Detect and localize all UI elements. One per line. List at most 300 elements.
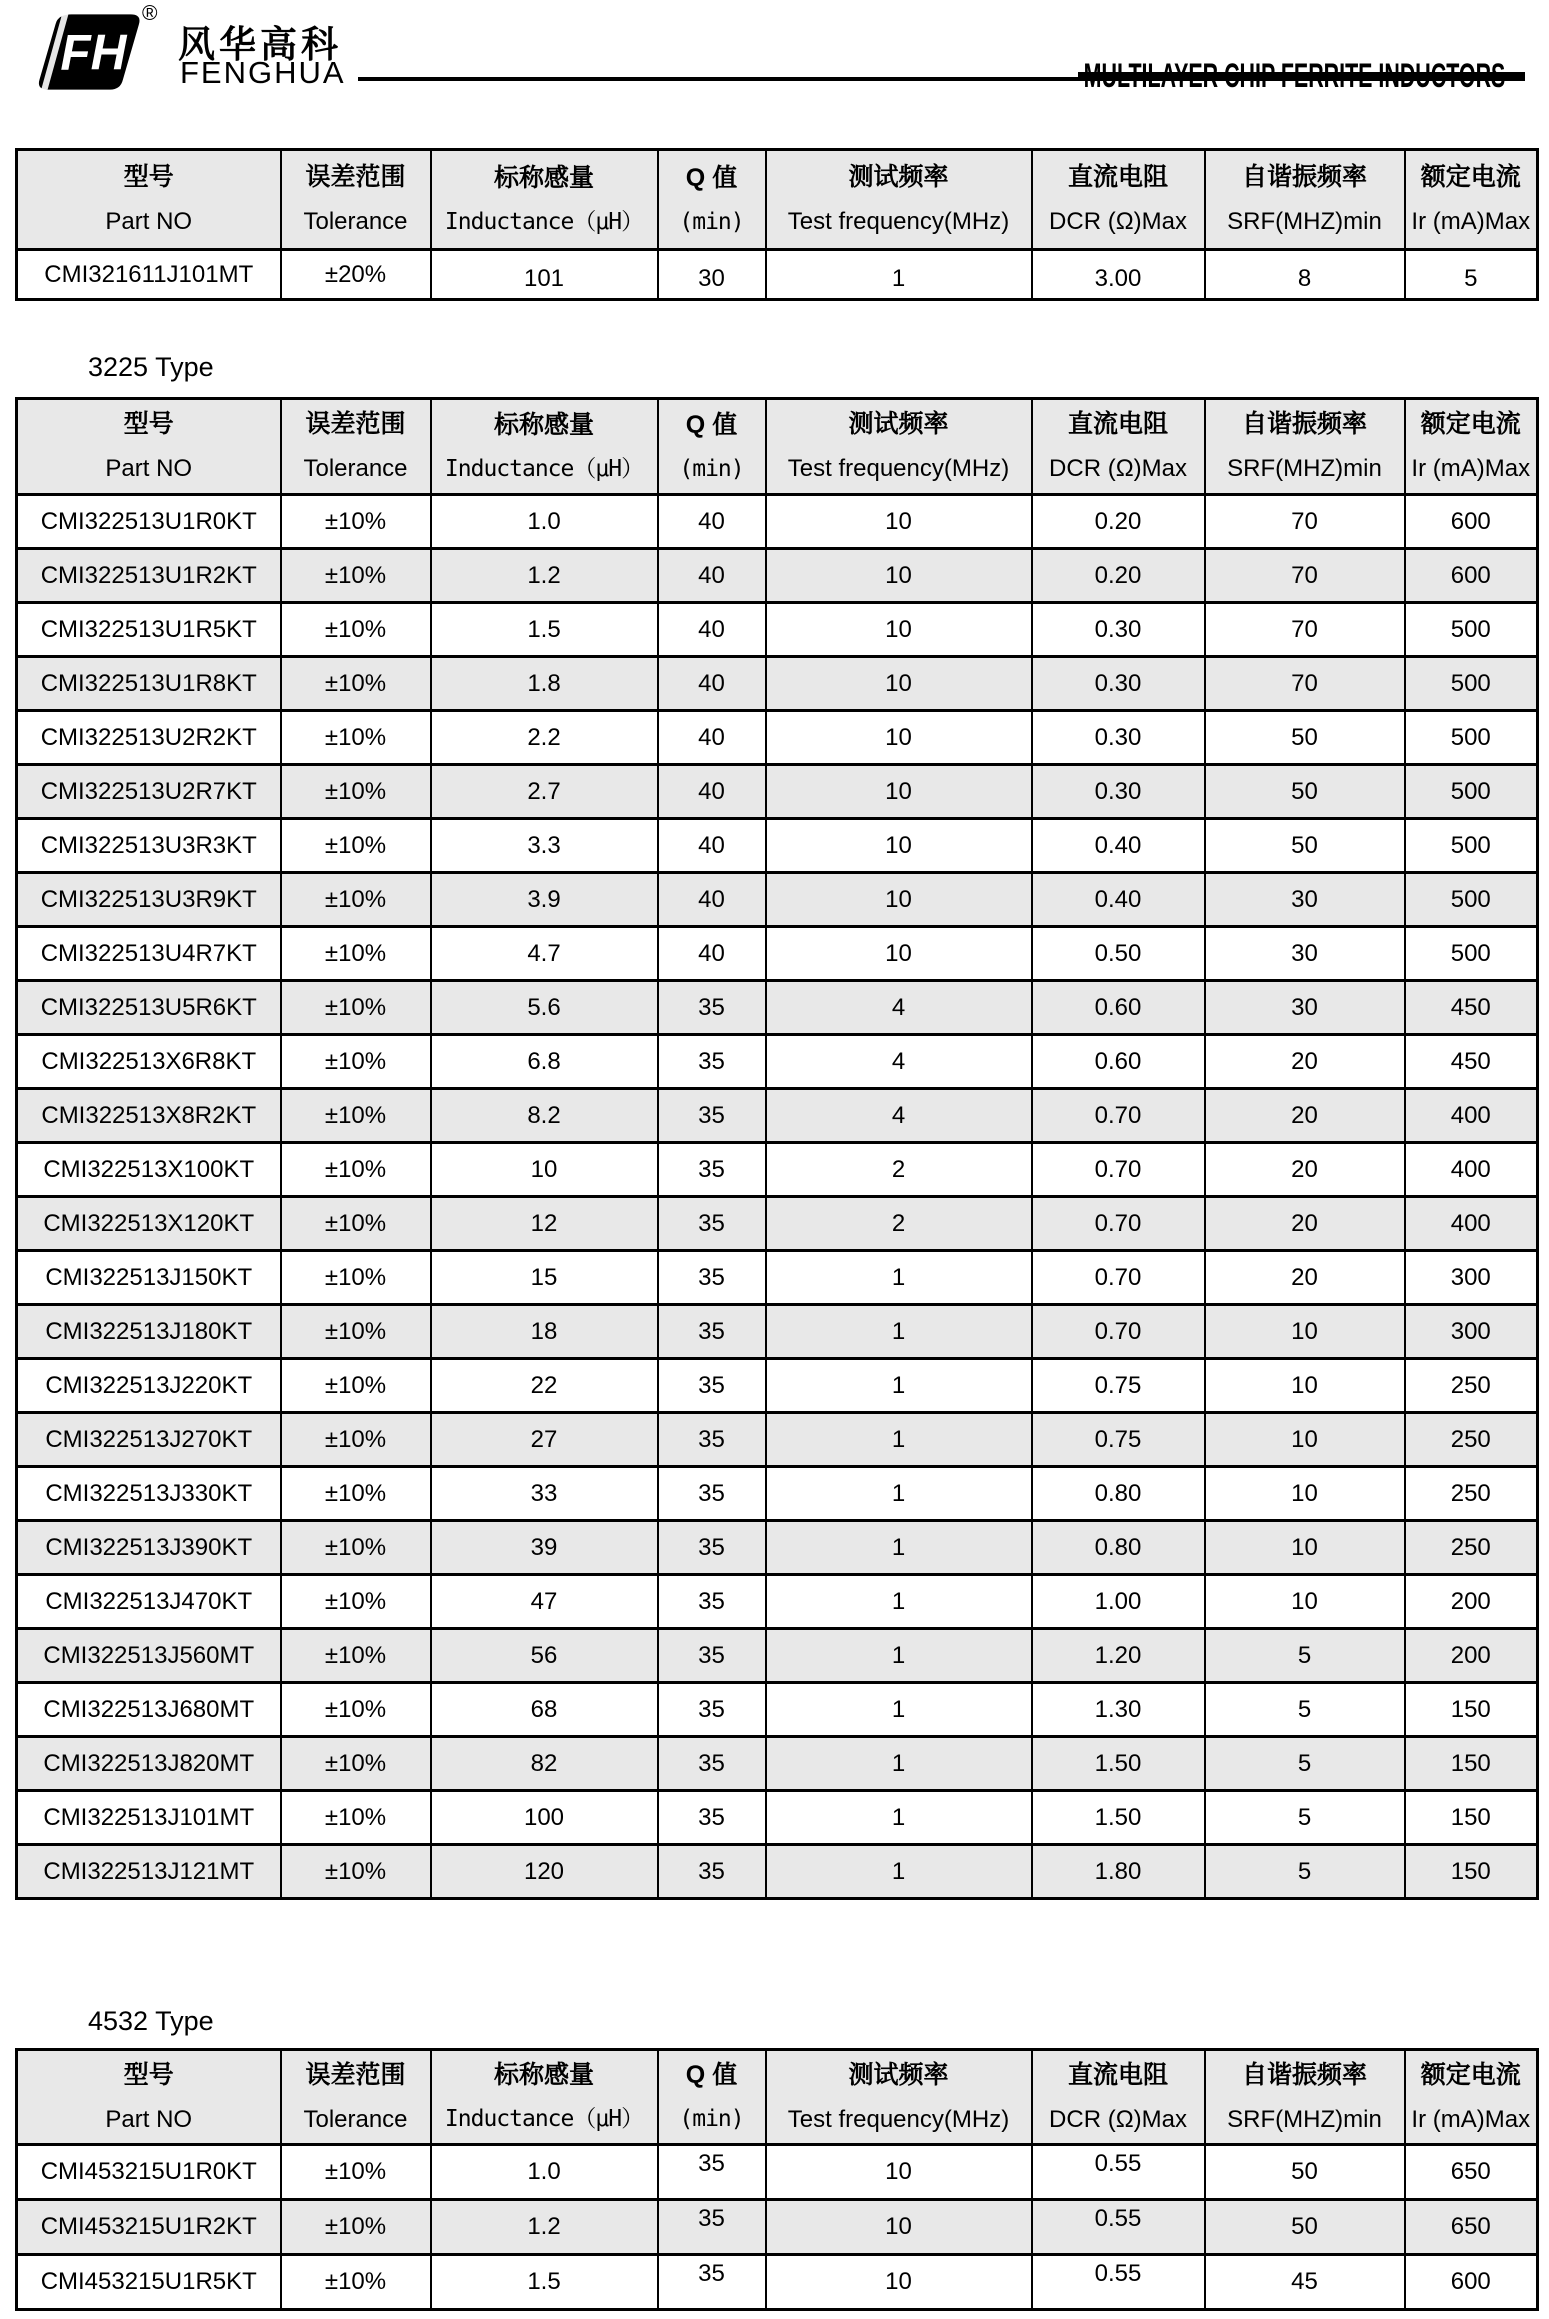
- svg-text:FH: FH: [60, 24, 127, 81]
- table-row: [17, 1683, 1538, 1737]
- column-header-0: 型号 Part NO: [17, 399, 281, 495]
- value-cell: 35: [658, 1575, 766, 1629]
- table-row: [17, 819, 1538, 873]
- value-cell: 10: [766, 2200, 1032, 2255]
- value-cell: 20: [1205, 1251, 1405, 1305]
- value-cell: 400: [1405, 1143, 1538, 1197]
- value-cell: 250: [1405, 1521, 1538, 1575]
- value-cell: 500: [1405, 819, 1538, 873]
- value-cell: 200: [1405, 1629, 1538, 1683]
- part-no-cell: CMI453215U1R5KT: [17, 2255, 281, 2310]
- value-cell: 5: [1405, 250, 1538, 300]
- column-header-3: Q 值 (min): [658, 150, 766, 250]
- value-cell: ±10%: [281, 1251, 431, 1305]
- value-cell: 35: [658, 1683, 766, 1737]
- table-row: [17, 1467, 1538, 1521]
- value-cell: 50: [1205, 711, 1405, 765]
- value-cell: 8: [1205, 250, 1405, 300]
- value-cell: 35: [658, 1197, 766, 1251]
- value-cell: 6.8: [431, 1035, 658, 1089]
- value-cell: ±10%: [281, 927, 431, 981]
- value-cell: 27: [431, 1413, 658, 1467]
- value-cell: 10: [1205, 1305, 1405, 1359]
- value-cell: 70: [1205, 657, 1405, 711]
- value-cell: 450: [1405, 1035, 1538, 1089]
- value-cell: ±10%: [281, 1467, 431, 1521]
- value-cell: 39: [431, 1521, 658, 1575]
- value-cell: 1: [766, 1305, 1032, 1359]
- value-cell: 250: [1405, 1359, 1538, 1413]
- value-cell: 50: [1205, 819, 1405, 873]
- part-no-cell: CMI322513J330KT: [17, 1467, 281, 1521]
- value-cell: 0.30: [1032, 711, 1205, 765]
- value-cell: 250: [1405, 1413, 1538, 1467]
- value-cell: 150: [1405, 1683, 1538, 1737]
- table-row: [17, 603, 1538, 657]
- value-cell: 0.70: [1032, 1089, 1205, 1143]
- value-cell: 40: [658, 657, 766, 711]
- value-cell: 1.00: [1032, 1575, 1205, 1629]
- table-4532: [15, 2048, 1539, 2311]
- value-cell: ±10%: [281, 1575, 431, 1629]
- part-no-cell: CMI322513X6R8KT: [17, 1035, 281, 1089]
- part-no-cell: CMI322513J121MT: [17, 1845, 281, 1899]
- value-cell: 10: [766, 711, 1032, 765]
- value-cell: 1.0: [431, 495, 658, 549]
- table-row: [17, 927, 1538, 981]
- value-cell: 1: [766, 1845, 1032, 1899]
- part-no-cell: CMI322513J270KT: [17, 1413, 281, 1467]
- value-cell: 10: [1205, 1467, 1405, 1521]
- value-cell: 10: [766, 2145, 1032, 2200]
- value-cell: 1: [766, 1737, 1032, 1791]
- value-cell: 250: [1405, 1467, 1538, 1521]
- value-cell: 18: [431, 1305, 658, 1359]
- value-cell: 2: [766, 1143, 1032, 1197]
- value-cell: ±10%: [281, 711, 431, 765]
- value-cell: 20: [1205, 1197, 1405, 1251]
- value-cell: 50: [1205, 2200, 1405, 2255]
- part-no-cell: CMI322513J820MT: [17, 1737, 281, 1791]
- value-cell: 35: [658, 1629, 766, 1683]
- value-cell: 20: [1205, 1035, 1405, 1089]
- value-cell: 30: [658, 250, 766, 300]
- value-cell: 35: [658, 2200, 766, 2255]
- table-row: [17, 495, 1538, 549]
- value-cell: 500: [1405, 927, 1538, 981]
- column-header-2: 标称感量 Inductance（μH）: [431, 150, 658, 250]
- value-cell: 70: [1205, 603, 1405, 657]
- value-cell: 35: [658, 1305, 766, 1359]
- part-no-cell: CMI322513U3R9KT: [17, 873, 281, 927]
- part-no-cell: CMI322513J150KT: [17, 1251, 281, 1305]
- table-row: [17, 765, 1538, 819]
- value-cell: 1: [766, 1521, 1032, 1575]
- column-header-1: 误差范围 Tolerance: [281, 399, 431, 495]
- part-no-cell: CMI453215U1R2KT: [17, 2200, 281, 2255]
- value-cell: 4: [766, 1089, 1032, 1143]
- value-cell: 1.8: [431, 657, 658, 711]
- value-cell: 3.00: [1032, 250, 1205, 300]
- value-cell: 15: [431, 1251, 658, 1305]
- part-no-cell: CMI322513J180KT: [17, 1305, 281, 1359]
- value-cell: 300: [1405, 1305, 1538, 1359]
- value-cell: ±10%: [281, 2255, 431, 2310]
- column-header-6: 自谐振频率 SRF(MHZ)min: [1205, 399, 1405, 495]
- table-3216: [15, 148, 1539, 301]
- value-cell: 2: [766, 1197, 1032, 1251]
- part-no-cell: CMI322513U3R3KT: [17, 819, 281, 873]
- value-cell: 10: [1205, 1521, 1405, 1575]
- value-cell: 82: [431, 1737, 658, 1791]
- part-no-cell: CMI322513U1R2KT: [17, 549, 281, 603]
- column-header-4: 测试频率 Test frequency(MHz): [766, 2050, 1032, 2145]
- column-header-1: 误差范围 Tolerance: [281, 2050, 431, 2145]
- value-cell: 0.75: [1032, 1359, 1205, 1413]
- value-cell: 2.7: [431, 765, 658, 819]
- table-row: [17, 250, 1538, 300]
- value-cell: 0.80: [1032, 1521, 1205, 1575]
- section-label-4532-type: 4532 Type: [88, 2006, 214, 2036]
- value-cell: 35: [658, 1359, 766, 1413]
- value-cell: 400: [1405, 1197, 1538, 1251]
- value-cell: 10: [766, 495, 1032, 549]
- column-header-5: 直流电阻 DCR (Ω)Max: [1032, 150, 1205, 250]
- column-header-2: 标称感量 Inductance（μH）: [431, 399, 658, 495]
- value-cell: 0.70: [1032, 1143, 1205, 1197]
- value-cell: 500: [1405, 765, 1538, 819]
- part-no-cell: CMI322513U2R2KT: [17, 711, 281, 765]
- value-cell: 1.0: [431, 2145, 658, 2200]
- value-cell: 10: [766, 657, 1032, 711]
- value-cell: 0.30: [1032, 603, 1205, 657]
- column-header-1: 误差范围 Tolerance: [281, 150, 431, 250]
- value-cell: 70: [1205, 495, 1405, 549]
- value-cell: 0.70: [1032, 1305, 1205, 1359]
- value-cell: ±10%: [281, 1197, 431, 1251]
- value-cell: 40: [658, 549, 766, 603]
- value-cell: 35: [658, 1143, 766, 1197]
- value-cell: 600: [1405, 549, 1538, 603]
- part-no-cell: CMI322513U1R5KT: [17, 603, 281, 657]
- table-row: [17, 1845, 1538, 1899]
- value-cell: 0.20: [1032, 495, 1205, 549]
- value-cell: 0.30: [1032, 765, 1205, 819]
- value-cell: 500: [1405, 657, 1538, 711]
- value-cell: 0.80: [1032, 1467, 1205, 1521]
- value-cell: 1: [766, 1251, 1032, 1305]
- part-no-cell: CMI322513J101MT: [17, 1791, 281, 1845]
- column-header-0: 型号 Part NO: [17, 2050, 281, 2145]
- value-cell: 0.55: [1032, 2255, 1205, 2310]
- value-cell: ±10%: [281, 1791, 431, 1845]
- value-cell: 5.6: [431, 981, 658, 1035]
- fenghua-logo-icon: [38, 12, 142, 97]
- value-cell: 120: [431, 1845, 658, 1899]
- value-cell: 3.9: [431, 873, 658, 927]
- value-cell: ±10%: [281, 1413, 431, 1467]
- table-row: [17, 2145, 1538, 2200]
- value-cell: 10: [1205, 1413, 1405, 1467]
- value-cell: 50: [1205, 765, 1405, 819]
- value-cell: 0.70: [1032, 1197, 1205, 1251]
- value-cell: 33: [431, 1467, 658, 1521]
- table-row: [17, 981, 1538, 1035]
- column-header-6: 自谐振频率 SRF(MHZ)min: [1205, 150, 1405, 250]
- value-cell: 650: [1405, 2200, 1538, 2255]
- value-cell: 1.5: [431, 603, 658, 657]
- column-header-7: 额定电流 Ir (mA)Max: [1405, 150, 1538, 250]
- value-cell: 1: [766, 1467, 1032, 1521]
- value-cell: 1: [766, 250, 1032, 300]
- value-cell: 500: [1405, 711, 1538, 765]
- value-cell: 0.75: [1032, 1413, 1205, 1467]
- part-no-cell: CMI322513U5R6KT: [17, 981, 281, 1035]
- value-cell: 1.2: [431, 2200, 658, 2255]
- value-cell: ±10%: [281, 1845, 431, 1899]
- value-cell: 0.55: [1032, 2200, 1205, 2255]
- value-cell: 1.50: [1032, 1737, 1205, 1791]
- part-no-cell: CMI322513U4R7KT: [17, 927, 281, 981]
- value-cell: 10: [766, 927, 1032, 981]
- part-no-cell: CMI322513U2R7KT: [17, 765, 281, 819]
- value-cell: 10: [1205, 1575, 1405, 1629]
- value-cell: 35: [658, 1737, 766, 1791]
- value-cell: 4: [766, 981, 1032, 1035]
- value-cell: 10: [1205, 1359, 1405, 1413]
- value-cell: 10: [431, 1143, 658, 1197]
- value-cell: 20: [1205, 1143, 1405, 1197]
- value-cell: 40: [658, 927, 766, 981]
- value-cell: 40: [658, 765, 766, 819]
- value-cell: 1.5: [431, 2255, 658, 2310]
- value-cell: ±10%: [281, 2200, 431, 2255]
- table-3225: [15, 397, 1539, 1900]
- value-cell: 300: [1405, 1251, 1538, 1305]
- value-cell: 35: [658, 981, 766, 1035]
- value-cell: 1: [766, 1413, 1032, 1467]
- table-row: [17, 2255, 1538, 2310]
- part-no-cell: CMI322513X120KT: [17, 1197, 281, 1251]
- value-cell: ±10%: [281, 1305, 431, 1359]
- value-cell: 35: [658, 1845, 766, 1899]
- column-header-4: 测试频率 Test frequency(MHz): [766, 150, 1032, 250]
- value-cell: 35: [658, 2145, 766, 2200]
- value-cell: 0.40: [1032, 819, 1205, 873]
- header-row: [17, 399, 1538, 495]
- value-cell: ±10%: [281, 1737, 431, 1791]
- value-cell: 40: [658, 873, 766, 927]
- brand-name-english: FENGHUA: [180, 55, 346, 90]
- value-cell: 500: [1405, 603, 1538, 657]
- part-no-cell: CMI322513J390KT: [17, 1521, 281, 1575]
- value-cell: 0.40: [1032, 873, 1205, 927]
- value-cell: ±10%: [281, 981, 431, 1035]
- value-cell: 400: [1405, 1089, 1538, 1143]
- part-no-cell: CMI322513U1R8KT: [17, 657, 281, 711]
- value-cell: 5: [1205, 1683, 1405, 1737]
- value-cell: 1: [766, 1683, 1032, 1737]
- table-row: [17, 1251, 1538, 1305]
- value-cell: ±10%: [281, 495, 431, 549]
- value-cell: 30: [1205, 873, 1405, 927]
- value-cell: 10: [766, 873, 1032, 927]
- value-cell: 50: [1205, 2145, 1405, 2200]
- part-no-cell: CMI322513J220KT: [17, 1359, 281, 1413]
- header-rule-thin: [358, 77, 1078, 81]
- table-row: [17, 2200, 1538, 2255]
- part-no-cell: CMI322513J470KT: [17, 1575, 281, 1629]
- value-cell: 5: [1205, 1791, 1405, 1845]
- value-cell: ±10%: [281, 819, 431, 873]
- table-row: [17, 1035, 1538, 1089]
- value-cell: 30: [1205, 927, 1405, 981]
- value-cell: 650: [1405, 2145, 1538, 2200]
- value-cell: 22: [431, 1359, 658, 1413]
- value-cell: 200: [1405, 1575, 1538, 1629]
- value-cell: ±10%: [281, 1143, 431, 1197]
- value-cell: 3.3: [431, 819, 658, 873]
- column-header-3: Q 值 (min): [658, 399, 766, 495]
- column-header-4: 测试频率 Test frequency(MHz): [766, 399, 1032, 495]
- table-row: [17, 1575, 1538, 1629]
- value-cell: 68: [431, 1683, 658, 1737]
- value-cell: 35: [658, 1251, 766, 1305]
- value-cell: 70: [1205, 549, 1405, 603]
- part-no-cell: CMI322513J680MT: [17, 1683, 281, 1737]
- header-row: [17, 150, 1538, 250]
- column-header-2: 标称感量 Inductance（μH）: [431, 2050, 658, 2145]
- value-cell: ±10%: [281, 1359, 431, 1413]
- column-header-6: 自谐振频率 SRF(MHZ)min: [1205, 2050, 1405, 2145]
- part-no-cell: CMI321611J101MT: [17, 250, 281, 300]
- value-cell: 45: [1205, 2255, 1405, 2310]
- table-row: [17, 657, 1538, 711]
- value-cell: 1: [766, 1629, 1032, 1683]
- table-row: [17, 1629, 1538, 1683]
- value-cell: 40: [658, 819, 766, 873]
- value-cell: 0.50: [1032, 927, 1205, 981]
- part-no-cell: CMI453215U1R0KT: [17, 2145, 281, 2200]
- value-cell: 4.7: [431, 927, 658, 981]
- value-cell: 35: [658, 2255, 766, 2310]
- value-cell: 47: [431, 1575, 658, 1629]
- value-cell: 2.2: [431, 711, 658, 765]
- table-row: [17, 1413, 1538, 1467]
- value-cell: ±10%: [281, 1089, 431, 1143]
- brand-name-chinese: 风华高科: [178, 24, 342, 65]
- value-cell: 101: [431, 250, 658, 300]
- part-no-cell: CMI322513X8R2KT: [17, 1089, 281, 1143]
- value-cell: 500: [1405, 873, 1538, 927]
- header-rule-thick: [1078, 72, 1525, 81]
- value-cell: 1.50: [1032, 1791, 1205, 1845]
- value-cell: 35: [658, 1467, 766, 1521]
- value-cell: 10: [766, 765, 1032, 819]
- value-cell: 1.30: [1032, 1683, 1205, 1737]
- value-cell: 150: [1405, 1737, 1538, 1791]
- value-cell: 100: [431, 1791, 658, 1845]
- value-cell: 40: [658, 603, 766, 657]
- value-cell: ±10%: [281, 549, 431, 603]
- part-no-cell: CMI322513U1R0KT: [17, 495, 281, 549]
- value-cell: ±10%: [281, 765, 431, 819]
- value-cell: 1.20: [1032, 1629, 1205, 1683]
- value-cell: 150: [1405, 1791, 1538, 1845]
- value-cell: 10: [766, 819, 1032, 873]
- value-cell: 35: [658, 1413, 766, 1467]
- column-header-0: 型号 Part NO: [17, 150, 281, 250]
- table-row: [17, 711, 1538, 765]
- value-cell: 1: [766, 1791, 1032, 1845]
- part-no-cell: CMI322513X100KT: [17, 1143, 281, 1197]
- value-cell: 0.60: [1032, 981, 1205, 1035]
- value-cell: ±10%: [281, 2145, 431, 2200]
- table-row: [17, 1143, 1538, 1197]
- value-cell: 1.2: [431, 549, 658, 603]
- value-cell: 600: [1405, 495, 1538, 549]
- value-cell: ±10%: [281, 657, 431, 711]
- table-row: [17, 1197, 1538, 1251]
- value-cell: 12: [431, 1197, 658, 1251]
- table-row: [17, 873, 1538, 927]
- table-row: [17, 1359, 1538, 1413]
- value-cell: 8.2: [431, 1089, 658, 1143]
- value-cell: 0.70: [1032, 1251, 1205, 1305]
- column-header-5: 直流电阻 DCR (Ω)Max: [1032, 2050, 1205, 2145]
- value-cell: ±10%: [281, 1521, 431, 1575]
- value-cell: 40: [658, 495, 766, 549]
- value-cell: 35: [658, 1035, 766, 1089]
- value-cell: ±20%: [281, 250, 431, 300]
- value-cell: 150: [1405, 1845, 1538, 1899]
- value-cell: ±10%: [281, 873, 431, 927]
- value-cell: 35: [658, 1791, 766, 1845]
- value-cell: 0.20: [1032, 549, 1205, 603]
- value-cell: 5: [1205, 1737, 1405, 1791]
- column-header-3: Q 值 (min): [658, 2050, 766, 2145]
- value-cell: 10: [766, 2255, 1032, 2310]
- value-cell: ±10%: [281, 1035, 431, 1089]
- value-cell: ±10%: [281, 603, 431, 657]
- table-row: [17, 1305, 1538, 1359]
- value-cell: 0.30: [1032, 657, 1205, 711]
- value-cell: 1: [766, 1359, 1032, 1413]
- value-cell: 0.55: [1032, 2145, 1205, 2200]
- value-cell: ±10%: [281, 1629, 431, 1683]
- value-cell: 20: [1205, 1089, 1405, 1143]
- value-cell: 35: [658, 1521, 766, 1575]
- value-cell: ±10%: [281, 1683, 431, 1737]
- registered-trademark-icon: ®: [142, 2, 158, 25]
- table-row: [17, 549, 1538, 603]
- value-cell: 0.60: [1032, 1035, 1205, 1089]
- table-row: [17, 1521, 1538, 1575]
- column-header-7: 额定电流 Ir (mA)Max: [1405, 2050, 1538, 2145]
- value-cell: 450: [1405, 981, 1538, 1035]
- value-cell: 30: [1205, 981, 1405, 1035]
- value-cell: 600: [1405, 2255, 1538, 2310]
- value-cell: 40: [658, 711, 766, 765]
- value-cell: 35: [658, 1089, 766, 1143]
- value-cell: 56: [431, 1629, 658, 1683]
- table-row: [17, 1737, 1538, 1791]
- column-header-7: 额定电流 Ir (mA)Max: [1405, 399, 1538, 495]
- value-cell: 1: [766, 1575, 1032, 1629]
- section-label-3225-type: 3225 Type: [88, 352, 214, 382]
- header-row: [17, 2050, 1538, 2145]
- table-row: [17, 1089, 1538, 1143]
